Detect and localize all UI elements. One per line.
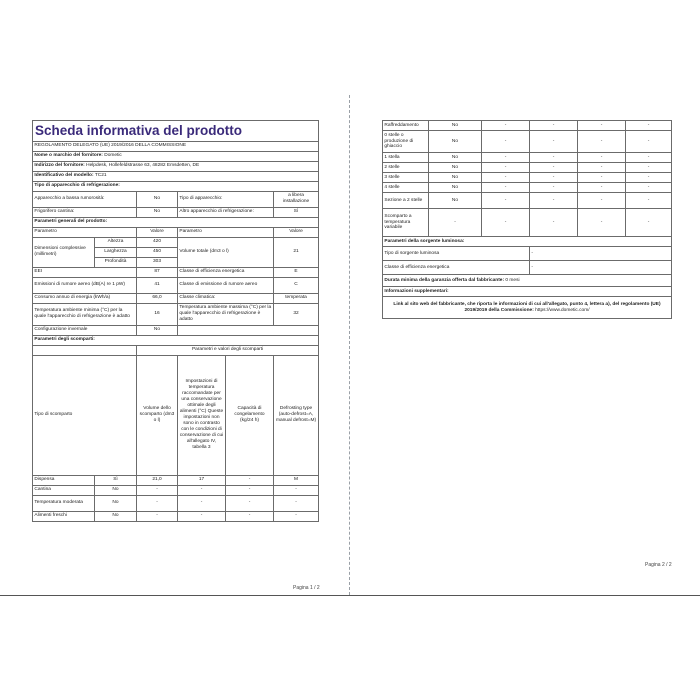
compartment-present: No — [95, 511, 137, 521]
manufacturer-link-url[interactable]: https://www.dometic.com/ — [535, 307, 590, 313]
compartment-name: 4 stelle — [383, 183, 429, 193]
consumption-label: Consumo annuo di energia (kWh/a) — [33, 293, 137, 303]
col-value-header-2: Valore — [274, 227, 319, 237]
compartment-params-header: Parametri degli scomparti: — [33, 335, 319, 345]
compartment-setting: - — [178, 495, 226, 511]
compartment-present: Sì — [95, 475, 137, 485]
compartment-name: 1 stella — [383, 153, 429, 163]
compartment-values-header: Parametri e valori degli scomparti — [137, 345, 319, 355]
table-row: 2 stelle No - - - - — [383, 163, 672, 173]
light-type-label: Tipo di sorgente luminosa — [383, 247, 530, 261]
manufacturer-link-text: Link al sito web del fabbricante, che riporta le informazioni di cui all'allegato, punto 4, lettera a), del regolamento (UE) 2019/2019 della Commissione: — [393, 301, 661, 313]
general-params-header: Parametri generali del prodotto: — [33, 217, 319, 227]
product-info-table — [32, 120, 319, 522]
compartment-defrost-header: Defrosting type (auto-defrost=A, manual defrost=M) — [274, 355, 319, 475]
address-label: Indirizzo del fornitore: — [34, 163, 85, 169]
compartment-name: Temperatura moderata — [33, 495, 95, 511]
compartment-name: Sezione a 2 stelle — [383, 193, 429, 209]
compartment-table-continued — [382, 120, 672, 319]
energy-class-value: E — [274, 267, 319, 277]
compartment-defrost: - — [274, 511, 319, 521]
manufacturer-link-row — [383, 297, 672, 319]
table-row — [33, 485, 319, 495]
light-type-value: - — [530, 247, 672, 261]
compartment-present: No — [429, 163, 482, 173]
low-noise-label: Apparecchio a bassa rumorosità: — [33, 191, 137, 207]
compartment-name: Raffreddamento — [383, 121, 429, 131]
page-1 — [0, 0, 345, 596]
dimensions-label: Dimensioni complessive (millimetri) — [33, 237, 95, 267]
compartment-volume: 21,0 — [137, 475, 178, 485]
winter-value: No — [137, 325, 178, 335]
noise-value: 41 — [137, 277, 178, 293]
winter-label: Configurazione invernale — [33, 325, 137, 335]
low-noise-value: No — [137, 191, 178, 207]
page-title: Scheda informativa del prodotto — [33, 121, 319, 142]
supplier-label: Nome o marchio del fornitore: — [34, 153, 103, 159]
tmax-label: Temperatura ambiente massima (°C) per la quale l'apparecchio di refrigerazione è adatto — [178, 303, 274, 325]
noise-class-value: C — [274, 277, 319, 293]
compartment-name: Dispensa — [33, 475, 95, 485]
compartment-defrost: - — [274, 495, 319, 511]
table-row — [33, 495, 319, 511]
page-divider — [349, 95, 350, 595]
table-row: 0 stelle o produzione di ghiaccio No - - - - — [383, 131, 672, 153]
page-bottom-edge — [0, 595, 700, 596]
table-row: Raffreddamento No - - - - — [383, 121, 672, 131]
regulation-line: REGOLAMENTO DELEGATO (UE) 2019/2016 DELLA COMMISSIONE — [33, 141, 319, 151]
compartment-setting-header: Impostazioni di temperatura raccomandate per una conservazione ottimale degli alimenti (°C) Queste impostazioni non sono in contrasto con le condizioni di conservazione di cui all'allegato IV, tabella 3 — [178, 355, 226, 475]
height-value: 420 — [137, 237, 178, 247]
col-param-header-2: Parametro — [178, 227, 274, 237]
eei-value: 87 — [137, 267, 178, 277]
compartment-name: Alimenti freschi — [33, 511, 95, 521]
eei-label: EEI — [33, 267, 137, 277]
wine-value: No — [137, 207, 178, 217]
address-value: Helpdesk, Hollefeldstrasse 63, 48282 Emsdetten, DE — [86, 163, 200, 169]
col-param-header: Parametro — [33, 227, 137, 237]
warranty-row — [383, 275, 672, 287]
noise-label: Emissioni di rumore aereo (dB(A) re 1 pW) — [33, 277, 137, 293]
compartment-name: 3 stelle — [383, 173, 429, 183]
compartment-present: No — [429, 173, 482, 183]
light-source-header: Parametri della sorgente luminosa: — [383, 237, 672, 247]
noise-class-label: Classe di emissione di rumore aereo — [178, 277, 274, 293]
table-row: Scomparto a temperatura variabile - - - - - — [383, 209, 672, 237]
compartment-freezing: - — [226, 511, 274, 521]
consumption-value: 66,0 — [137, 293, 178, 303]
compartment-volume-header: Volume dello scomparto (dm3 o l) — [137, 355, 178, 475]
height-label: Altezza — [95, 237, 137, 247]
other-value: Sì — [274, 207, 319, 217]
compartment-volume: - — [137, 495, 178, 511]
table-row: Sezione a 2 stelle No - - - - — [383, 193, 672, 209]
compartment-present: No — [95, 495, 137, 511]
compartment-present: No — [429, 131, 482, 153]
compartment-present: No — [95, 485, 137, 495]
page-number: Pagina 1 / 2 — [293, 585, 320, 591]
volume-value: 21 — [274, 237, 319, 267]
volume-label: Volume totale (dm3 o l) — [178, 237, 274, 267]
compartment-volume: - — [137, 485, 178, 495]
width-value: 450 — [137, 247, 178, 257]
compartment-name: 2 stelle — [383, 163, 429, 173]
address-row — [33, 161, 319, 171]
tmax-value: 32 — [274, 303, 319, 325]
compartment-present: No — [429, 183, 482, 193]
tmin-value: 16 — [137, 303, 178, 325]
table-row: 4 stelle No - - - - — [383, 183, 672, 193]
supplier-row — [33, 151, 319, 161]
table-row: 3 stelle No - - - - — [383, 173, 672, 183]
compartment-present: - — [429, 209, 482, 237]
light-class-label: Classe di efficienza energetica — [383, 261, 530, 275]
compartment-freezing: - — [226, 495, 274, 511]
light-class-value: - — [530, 261, 672, 275]
page-2 — [355, 0, 700, 596]
col-value-header: Valore — [137, 227, 178, 237]
warranty-value: 0 mesi — [505, 277, 520, 283]
width-label: Larghezza — [95, 247, 137, 257]
compartment-defrost: M — [274, 475, 319, 485]
depth-label: Profondità — [95, 257, 137, 267]
page-number: Pagina 2 / 2 — [645, 562, 672, 568]
compartment-freezing: - — [226, 485, 274, 495]
compartment-present: No — [429, 121, 482, 131]
model-row — [33, 171, 319, 181]
energy-class-label: Classe di efficienza energetica — [178, 267, 274, 277]
model-value: TC21 — [94, 173, 107, 179]
table-row: 1 stella No - - - - — [383, 153, 672, 163]
compartment-present: No — [429, 193, 482, 209]
other-label: Altro apparecchio di refrigerazione: — [178, 207, 274, 217]
compartment-setting: 17 — [178, 475, 226, 485]
wine-label: Frigorifero cantina: — [33, 207, 137, 217]
supplier-value: Dometic — [104, 153, 122, 159]
compartment-freezing-header: Capacità di congelamento (kg/24 h) — [226, 355, 274, 475]
compartment-defrost: - — [274, 485, 319, 495]
compartment-type-header: Tipo di scomparto — [33, 355, 137, 475]
design-type-value: a libera installazione — [274, 191, 319, 207]
tmin-label: Temperatura ambiente minima (°C) per la quale l'apparecchio di refrigerazione è adatto — [33, 303, 137, 325]
model-label: Identificativo del modello: — [34, 173, 94, 179]
depth-value: 303 — [137, 257, 178, 267]
compartment-present: No — [429, 153, 482, 163]
compartment-freezing: - — [226, 475, 274, 485]
compartment-setting: - — [178, 511, 226, 521]
compartment-name: Cantina — [33, 485, 95, 495]
table-row — [33, 475, 319, 485]
climate-label: Classe climatica: — [178, 293, 274, 303]
design-type-label: Tipo di apparecchio: — [178, 191, 274, 207]
compartment-setting: - — [178, 485, 226, 495]
appliance-type-header: Tipo di apparecchio di refrigerazione: — [33, 181, 319, 191]
climate-value: temperata — [274, 293, 319, 303]
compartment-volume: - — [137, 511, 178, 521]
warranty-label: Durata minima della garanzia offerta dal fabbricante: — [384, 277, 505, 283]
compartment-name: 0 stelle o produzione di ghiaccio — [383, 131, 429, 153]
supplementary-info-header: Informazioni supplementari: — [383, 287, 672, 297]
table-row — [33, 511, 319, 521]
compartment-name: Scomparto a temperatura variabile — [383, 209, 429, 237]
